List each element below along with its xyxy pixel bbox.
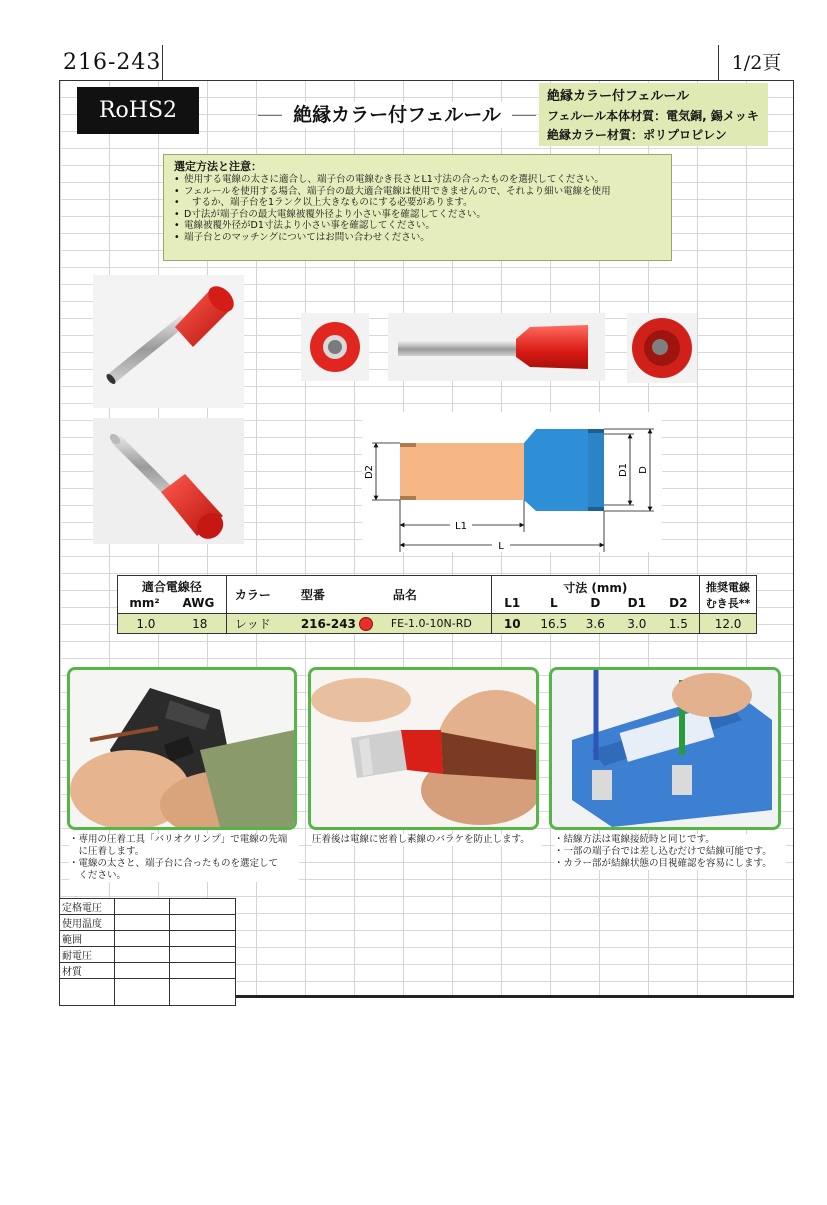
label-rated-voltage: 定格電圧 (60, 899, 115, 915)
cell-wire-size (118, 614, 227, 634)
caption-line: ・専用の圧着工具「バリオクリンプ」で電線の先端 (69, 834, 288, 845)
note-item: • するか、端子台を1ランク以上大きなものにする必要があります。 (174, 197, 661, 209)
dim-label-l: L (498, 541, 504, 552)
cell-l: 16.5 (540, 616, 568, 631)
header-mm2: mm² (129, 596, 160, 610)
cell-mm2: 1.0 (136, 616, 156, 631)
header-dimensions (491, 576, 700, 614)
header-d1: D1 (627, 596, 646, 610)
label-operating-temp: 使用温度 (60, 915, 115, 931)
table-row (118, 614, 757, 634)
value-cell (115, 963, 170, 979)
header-wire-size (118, 576, 227, 614)
caption-line: ・結線方法は電線接続時と同じです。 (554, 834, 715, 845)
table-row (60, 915, 236, 931)
header-wire-size-units (118, 595, 226, 611)
product-title-block (258, 102, 536, 128)
cell-wire-size-values (118, 616, 226, 632)
table-row (60, 947, 236, 963)
cell-awg: 18 (192, 616, 208, 631)
notes-list (174, 174, 661, 243)
caption-line: ください。 (69, 870, 127, 881)
dimension-drawing (362, 412, 662, 552)
selection-notes (163, 154, 672, 261)
header-d: D (590, 596, 601, 610)
caption-line: ・カラー部が結線状態の目視確認を容易にします。 (554, 858, 772, 869)
cell-l1: 10 (503, 616, 521, 631)
header-model: 型番 (300, 588, 325, 602)
header-row (59, 45, 794, 81)
ferrule-photo-down (93, 418, 244, 544)
spec-table (117, 575, 757, 634)
caption-line: に圧着します。 (69, 846, 145, 857)
cell-name: FE-1.0-10N-RD (390, 617, 472, 630)
note-item: • 電線被覆外径がD1寸法より小さい事を確認してください。 (174, 220, 661, 232)
note-item: • 使用する電線の太さに適合し、端子台の電線むき長さとL1寸法の合ったものを選択してください。 (174, 174, 661, 186)
label-range: 範囲 (60, 931, 115, 947)
note-item: • フェルールを使用する場合、端子台の最大適合電線は使用できませんので、それより細い電線を使用 (174, 186, 661, 198)
header-wire-size-label: 適合電線径 (141, 580, 202, 594)
part-number: 216-243 (59, 45, 163, 81)
rohs-badge: RoHS2 (77, 87, 199, 134)
spec-ferrule-material: フェルール本体材質：電気銅, 錫メッキ (547, 109, 759, 123)
value-cell (170, 931, 236, 947)
cell-dim-values (492, 617, 700, 631)
header-l: L (549, 596, 558, 610)
value-cell (115, 979, 170, 1006)
caption-crimping (69, 834, 299, 882)
cell-product-cols (235, 615, 491, 632)
value-cell (115, 931, 170, 947)
header-color: カラー (234, 588, 271, 602)
spec-collar-material: 絶縁カラー材質：ポリプロピレン (547, 128, 727, 142)
label-material: 材質 (60, 963, 115, 979)
note-item: • D寸法が端子台の最大電線被覆外径より小さい事を確認してください。 (174, 209, 661, 221)
product-title: 絶縁カラー付フェルール (282, 102, 512, 128)
value-cell (115, 899, 170, 915)
header-d2: D2 (669, 596, 688, 610)
terminal-block-photo (549, 667, 781, 830)
page-number: 1/2頁 (718, 45, 794, 81)
value-cell (115, 915, 170, 931)
ferrule-end-view-collar (627, 313, 697, 383)
crimped-ferrule-photo (308, 667, 539, 830)
value-cell (170, 947, 236, 963)
caption-terminal (554, 834, 786, 870)
dim-label-d2: D2 (364, 464, 375, 480)
cell-d2: 1.5 (668, 616, 688, 631)
notes-heading: 選定方法と注意： (174, 160, 262, 173)
value-cell (170, 979, 236, 1006)
value-cell (115, 947, 170, 963)
header-strip-1: 推奨電線 (706, 580, 751, 594)
cell-product (226, 614, 491, 634)
ferrule-side-view (388, 313, 605, 381)
header-awg: AWG (182, 596, 215, 610)
material-spec-box (539, 83, 768, 146)
ferrule-end-view-metal (301, 313, 369, 381)
value-cell (170, 899, 236, 915)
header-strip-2: むき長** (705, 596, 751, 610)
cell-color: レッド (234, 617, 271, 631)
cell-d: 3.6 (585, 616, 605, 631)
header-product-cols (235, 586, 491, 603)
dim-label-d1: D1 (618, 462, 629, 478)
spec-title: 絶縁カラー付フェルール (547, 89, 690, 104)
table-row (60, 979, 236, 1006)
caption-crimped (312, 834, 542, 846)
caption-line: ・電線の太さと、端子台に合ったものを選定して (69, 858, 279, 869)
dim-label-l1: L1 (455, 521, 467, 532)
caption-line: ・一部の端子台では差し込むだけで結線可能です。 (554, 846, 772, 857)
value-cell (170, 915, 236, 931)
header-strip-length (700, 576, 757, 614)
crimping-tool-photo (67, 667, 297, 830)
dim-label-d: D (638, 466, 649, 474)
spec-table-header (118, 576, 757, 614)
value-cell (170, 963, 236, 979)
table-row (60, 963, 236, 979)
rating-table (59, 898, 236, 1006)
header-dim-cols (492, 596, 700, 610)
cell-dimensions (491, 614, 700, 634)
header-name: 品名 (392, 588, 417, 602)
table-row (60, 931, 236, 947)
header-product (226, 576, 491, 614)
cell-strip-length: 12.0 (700, 614, 757, 634)
header-l1: L1 (504, 596, 521, 610)
label-withstand-voltage: 耐電圧 (60, 947, 115, 963)
cell-d1: 3.0 (627, 616, 647, 631)
note-item: • 端子台とのマッチングについてはお問い合わせください。 (174, 232, 661, 244)
value-cell (60, 979, 115, 1006)
table-row (60, 899, 236, 915)
color-swatch (359, 617, 373, 631)
cell-model: 216-243 (300, 616, 356, 631)
header-dim-label: 寸法 (mm) (563, 581, 628, 595)
ferrule-photo-angled (93, 275, 244, 408)
caption-line: 圧着後は電線に密着し素線のバラケを防止します。 (312, 834, 530, 845)
